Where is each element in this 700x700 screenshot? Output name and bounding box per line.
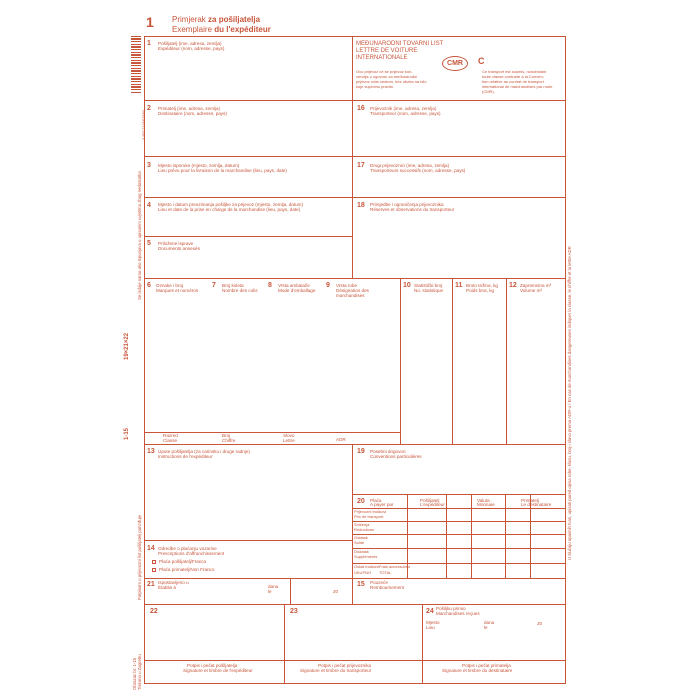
field-8-label-fr: Mode d'emballage	[278, 288, 316, 293]
field-17-input[interactable]	[366, 175, 560, 193]
title-note-fr-5: (CMR).	[482, 89, 495, 94]
field-9-label-fr: Désignation des marchandises	[336, 288, 369, 299]
payment-row-3-hr: Ostatak	[354, 535, 368, 540]
franco-label: Plaća pošiljatelj/Franco	[159, 559, 207, 564]
payment-row-5-hr: Ostali troškovi	[354, 564, 380, 569]
field-19-input[interactable]	[366, 462, 560, 490]
title-note-fr-3: tion relative au contrat de transport	[482, 79, 544, 84]
title-note-fr-4: international de marchandises par route	[482, 84, 553, 89]
field-24-label-fr: Marchandises reçues	[436, 611, 480, 616]
payment-row-4-fr: Suppléments	[354, 554, 378, 559]
non-franco-label: Plaća primatelj/Non Franco	[159, 567, 215, 572]
field-23-label-hr: Potpis i pečat prijevoznika	[318, 663, 372, 668]
field-2-label-fr: Destinataire (nom, adresse, pays)	[158, 111, 227, 116]
field-21-date-fr: le	[268, 589, 272, 594]
field-16-number: 16	[357, 105, 365, 112]
field-21-label-hr: Ispostavljeno u	[158, 580, 189, 585]
field-24-date-fr: le	[484, 625, 488, 630]
field-12-label-hr: Zapremnina m³	[520, 283, 552, 288]
field-24-sign-hr: Potpis i pečat primatelja	[462, 663, 511, 668]
field-11-number: 11	[455, 282, 463, 289]
field-13-input[interactable]	[156, 462, 346, 536]
field-1-label-hr: Pošiljatelj (ime, adresa, zemlja)	[158, 41, 222, 46]
title-note-hr-3: prijevoz robe cestom, bez obzira na bilo	[356, 79, 427, 84]
adr-number-fr: Chiffre	[222, 438, 236, 443]
non-franco-checkbox[interactable]	[152, 568, 156, 572]
field-3-label-hr: Mjesto isporuke (mjesto, zemlja, datum)	[158, 163, 240, 168]
field-11-input[interactable]	[454, 296, 504, 442]
field-5-label-fr: Documents annexés	[158, 246, 200, 251]
field-8-number: 8	[268, 282, 272, 289]
payment-row-6-hr: UKUPNO	[354, 570, 372, 575]
field-23-label-fr: Signature et timbre du transporteur	[300, 668, 372, 673]
field-7-label-hr: Broj koleta	[222, 283, 244, 288]
title-note-fr-2: toute clause contraire à la Conven-	[482, 74, 545, 79]
field-18-label-fr: Réserves et observations du transporteur	[370, 207, 455, 212]
bottom-left-print-1: Tiskano u Zagrebu	[137, 654, 142, 690]
field-20-number: 20	[357, 498, 365, 505]
payment-row-3-fr: Solde	[354, 540, 365, 545]
field-15-label-fr: Remboursement	[370, 585, 404, 590]
field-21-number: 21	[147, 581, 155, 588]
field-11-label-hr: Bruto težina, kg	[466, 283, 498, 288]
field-7-label-fr: Nombre des colis	[222, 288, 258, 293]
field-15-input[interactable]	[420, 580, 560, 600]
field-9-label-hr: Vrsta robe	[336, 283, 358, 288]
field-14-number: 14	[147, 545, 155, 552]
field-4-input[interactable]	[156, 214, 346, 232]
field-1-label-fr: Expéditeur (nom, adresse, pays)	[158, 46, 225, 51]
margin-note-2: Potpisom u prijevozni list pošiljatelj potvrđuje	[137, 514, 142, 600]
field-14-label-fr: Prescriptions d'affranchissement	[158, 551, 225, 556]
franco-checkbox[interactable]	[152, 560, 156, 564]
field-18-input[interactable]	[366, 214, 560, 274]
payment-row-4-hr: Dodatak	[354, 549, 369, 554]
title-line-1: MEĐUNARODNI TOVARNI LIST	[356, 41, 444, 47]
field-21-date-hr: dana	[268, 584, 279, 589]
field-17-label-hr: Drugi prijevoznici (ime, adresa, zemlja)	[370, 163, 450, 168]
field-24-signature-area[interactable]	[424, 632, 564, 658]
field-5-number: 5	[147, 240, 151, 247]
adr-label: ADR	[336, 437, 346, 442]
field-24-date-hr: dana	[484, 620, 495, 625]
field-24-number: 24	[426, 608, 434, 615]
field-19-label-fr: Conventions particulières	[370, 454, 422, 459]
title-line-3: INTERNATIONALE	[356, 55, 408, 61]
payment-row-6-fr: TOTAL	[379, 570, 392, 575]
copy-title-fr: Exemplaire du l'expéditeur	[172, 25, 271, 34]
field-16-input[interactable]	[366, 118, 560, 152]
title-note-fr-1: Ce transport est soumis, nonobstant	[482, 69, 547, 74]
payment-col1-hr: Pošiljatelj	[420, 498, 440, 503]
payment-row-1-fr: Prix de transport	[354, 514, 384, 519]
field-13-label-fr: Instructions de l'expéditeur	[158, 454, 213, 459]
field-14-label-hr: Odredbe o plaćanju vozarine	[158, 546, 217, 551]
field-19-number: 19	[357, 448, 365, 455]
payment-col0-fr: A payer par	[370, 502, 394, 507]
barcode-digits: 3 851234567890	[141, 109, 146, 140]
field-3-input[interactable]	[156, 175, 346, 193]
adr-number-hr: Broj	[222, 433, 231, 438]
field-18-number: 18	[357, 202, 365, 209]
field-2-number: 2	[147, 105, 151, 112]
goods-input[interactable]	[146, 296, 398, 430]
field-3-number: 3	[147, 162, 151, 169]
adr-class-fr: Classe	[163, 438, 178, 443]
payment-col2-fr: Monnaie	[477, 502, 495, 507]
field-6-label-fr: Marques et numéros	[156, 288, 199, 293]
field-16-label-fr: Transporteur (nom, adresse, pays)	[370, 111, 441, 116]
title-note-hr-1: Ovo prijevoz će se prijevoz kon-	[356, 69, 413, 74]
form-code: 1-15	[124, 427, 130, 440]
field-6-number: 6	[147, 282, 151, 289]
field-24-sign-fr: Signature et timbre du destinataire	[442, 668, 513, 673]
field-1-input[interactable]	[156, 54, 346, 96]
field-5-label-hr: Priložene isprave	[158, 241, 194, 246]
field-22-label-hr: Potpis i pečat pošiljatelja	[187, 663, 238, 668]
field-12-number: 12	[509, 282, 517, 289]
payment-col3-fr: Le destinataire	[521, 502, 552, 507]
field-10-label-fr: No. statistique	[414, 288, 444, 293]
field-24-place-fr: Lieu	[426, 625, 435, 630]
field-17-number: 17	[357, 162, 365, 169]
field-2-input[interactable]	[156, 118, 346, 152]
field-13-label-hr: Upute pošiljatelja (za carinsku i druge radnje)	[158, 449, 250, 454]
field-1-number: 1	[147, 40, 151, 47]
field-5-input[interactable]	[156, 253, 346, 275]
payment-row-1-hr: Prijevozni troškovi	[354, 509, 387, 514]
payment-col2-hr: Valuta	[477, 498, 490, 503]
field-21-year: 20	[333, 589, 339, 594]
payment-row-2-fr: Réductions	[354, 527, 375, 532]
title-note-hr-4: koje suprotno pravilo.	[356, 84, 395, 89]
adr-class-hr: Razred	[163, 433, 178, 438]
field-17-label-fr: Transporteurs successifs (nom, adresse, pays)	[370, 168, 466, 173]
field-22-number: 22	[150, 608, 158, 615]
copy-title-hr: Primjerak za pošiljatelja	[172, 15, 261, 24]
cmr-badge: CMR	[442, 56, 468, 71]
field-6-label-hr: Oznake i broj	[156, 283, 184, 288]
payment-col0-hr: Plaća	[370, 498, 382, 503]
field-10-label-hr: Statistički broj	[414, 283, 443, 288]
title-line-2: LETTRE DE VOITURE	[356, 48, 418, 54]
field-9-number: 9	[326, 282, 330, 289]
payment-row-5-fr: Frais accessoires	[379, 564, 411, 569]
field-2-label-hr: Primatelj (ime, adresa, zemlja)	[158, 106, 221, 111]
field-4-label-fr: Lieu et date de la prise en charge de la marchandise (lieu, pays, date)	[158, 207, 301, 212]
field-13-number: 13	[147, 448, 155, 455]
field-12-label-fr: Volume m³	[520, 288, 542, 293]
field-10-number: 10	[403, 282, 411, 289]
margin-note-1: Se izdaje samo ako ispunjava u upisanim uvjetima zbog nedostatka	[137, 171, 142, 300]
field-19-label-hr: Posebni dogovori	[370, 449, 406, 454]
field-23-signature-area[interactable]	[286, 620, 420, 658]
field-24-place-hr: Mjesto	[426, 620, 440, 625]
field-22-label-fr: Signature et timbre de l'expéditeur	[183, 668, 253, 673]
field-11-label-fr: Poids brut, kg	[466, 288, 495, 293]
field-15-number: 15	[357, 581, 365, 588]
field-21-place-input[interactable]	[192, 580, 262, 600]
title-note-hr-2: vencija o ugovoru za međunarodni	[356, 74, 418, 79]
field-23-number: 23	[290, 608, 298, 615]
field-7-number: 7	[212, 282, 216, 289]
field-24-year: 20	[537, 621, 543, 626]
payment-col1-fr: L'expéditeur	[420, 502, 445, 507]
field-12-input[interactable]	[508, 296, 564, 442]
field-16-label-hr: Prijevoznik (ime, adresa, zemlja)	[370, 106, 437, 111]
field-18-label-hr: Primjedbe i ograničenja prijevoznika	[370, 202, 444, 207]
field-22-signature-area[interactable]	[146, 620, 282, 658]
field-3-label-fr: Lieu prévu pour la livraison de la marchandise (lieu, pays, date)	[158, 168, 287, 173]
adr-letter-hr: Slovo	[283, 433, 295, 438]
copy-number: 1	[146, 14, 154, 30]
payment-col3-hr: Primatelj	[521, 498, 539, 503]
copy-letter: C	[478, 56, 485, 66]
field-4-number: 4	[147, 202, 151, 209]
bottom-left-print-2: Obrazac br. 1-15	[132, 657, 137, 690]
field-4-label-hr: Mjesto i datum preuzimanja pošiljke za prijevoz (mjesto, zemlja, datum)	[158, 202, 304, 207]
field-21-label-fr: Établie à	[158, 585, 176, 590]
field-24-label-hr: Pošiljku primio	[436, 606, 466, 611]
field-15-label-hr: Pouzeće	[370, 580, 388, 585]
form-size: 19×21×22	[124, 332, 130, 360]
payment-row-2-hr: Sniženja	[354, 522, 370, 527]
right-margin-note: U slučaju opasnih tvari, upisati pored opisa robe, klasu, broj i slovo prema ADR-u / En cas de marchandises dangereuses indiquer la classe, le chiffre et la lettre ADR	[567, 246, 572, 560]
barcode	[131, 36, 141, 94]
field-10-input[interactable]	[402, 296, 450, 442]
field-8-label-hr: Vrsta ambalaže	[278, 283, 310, 288]
adr-letter-fr: Lettre	[283, 438, 295, 443]
